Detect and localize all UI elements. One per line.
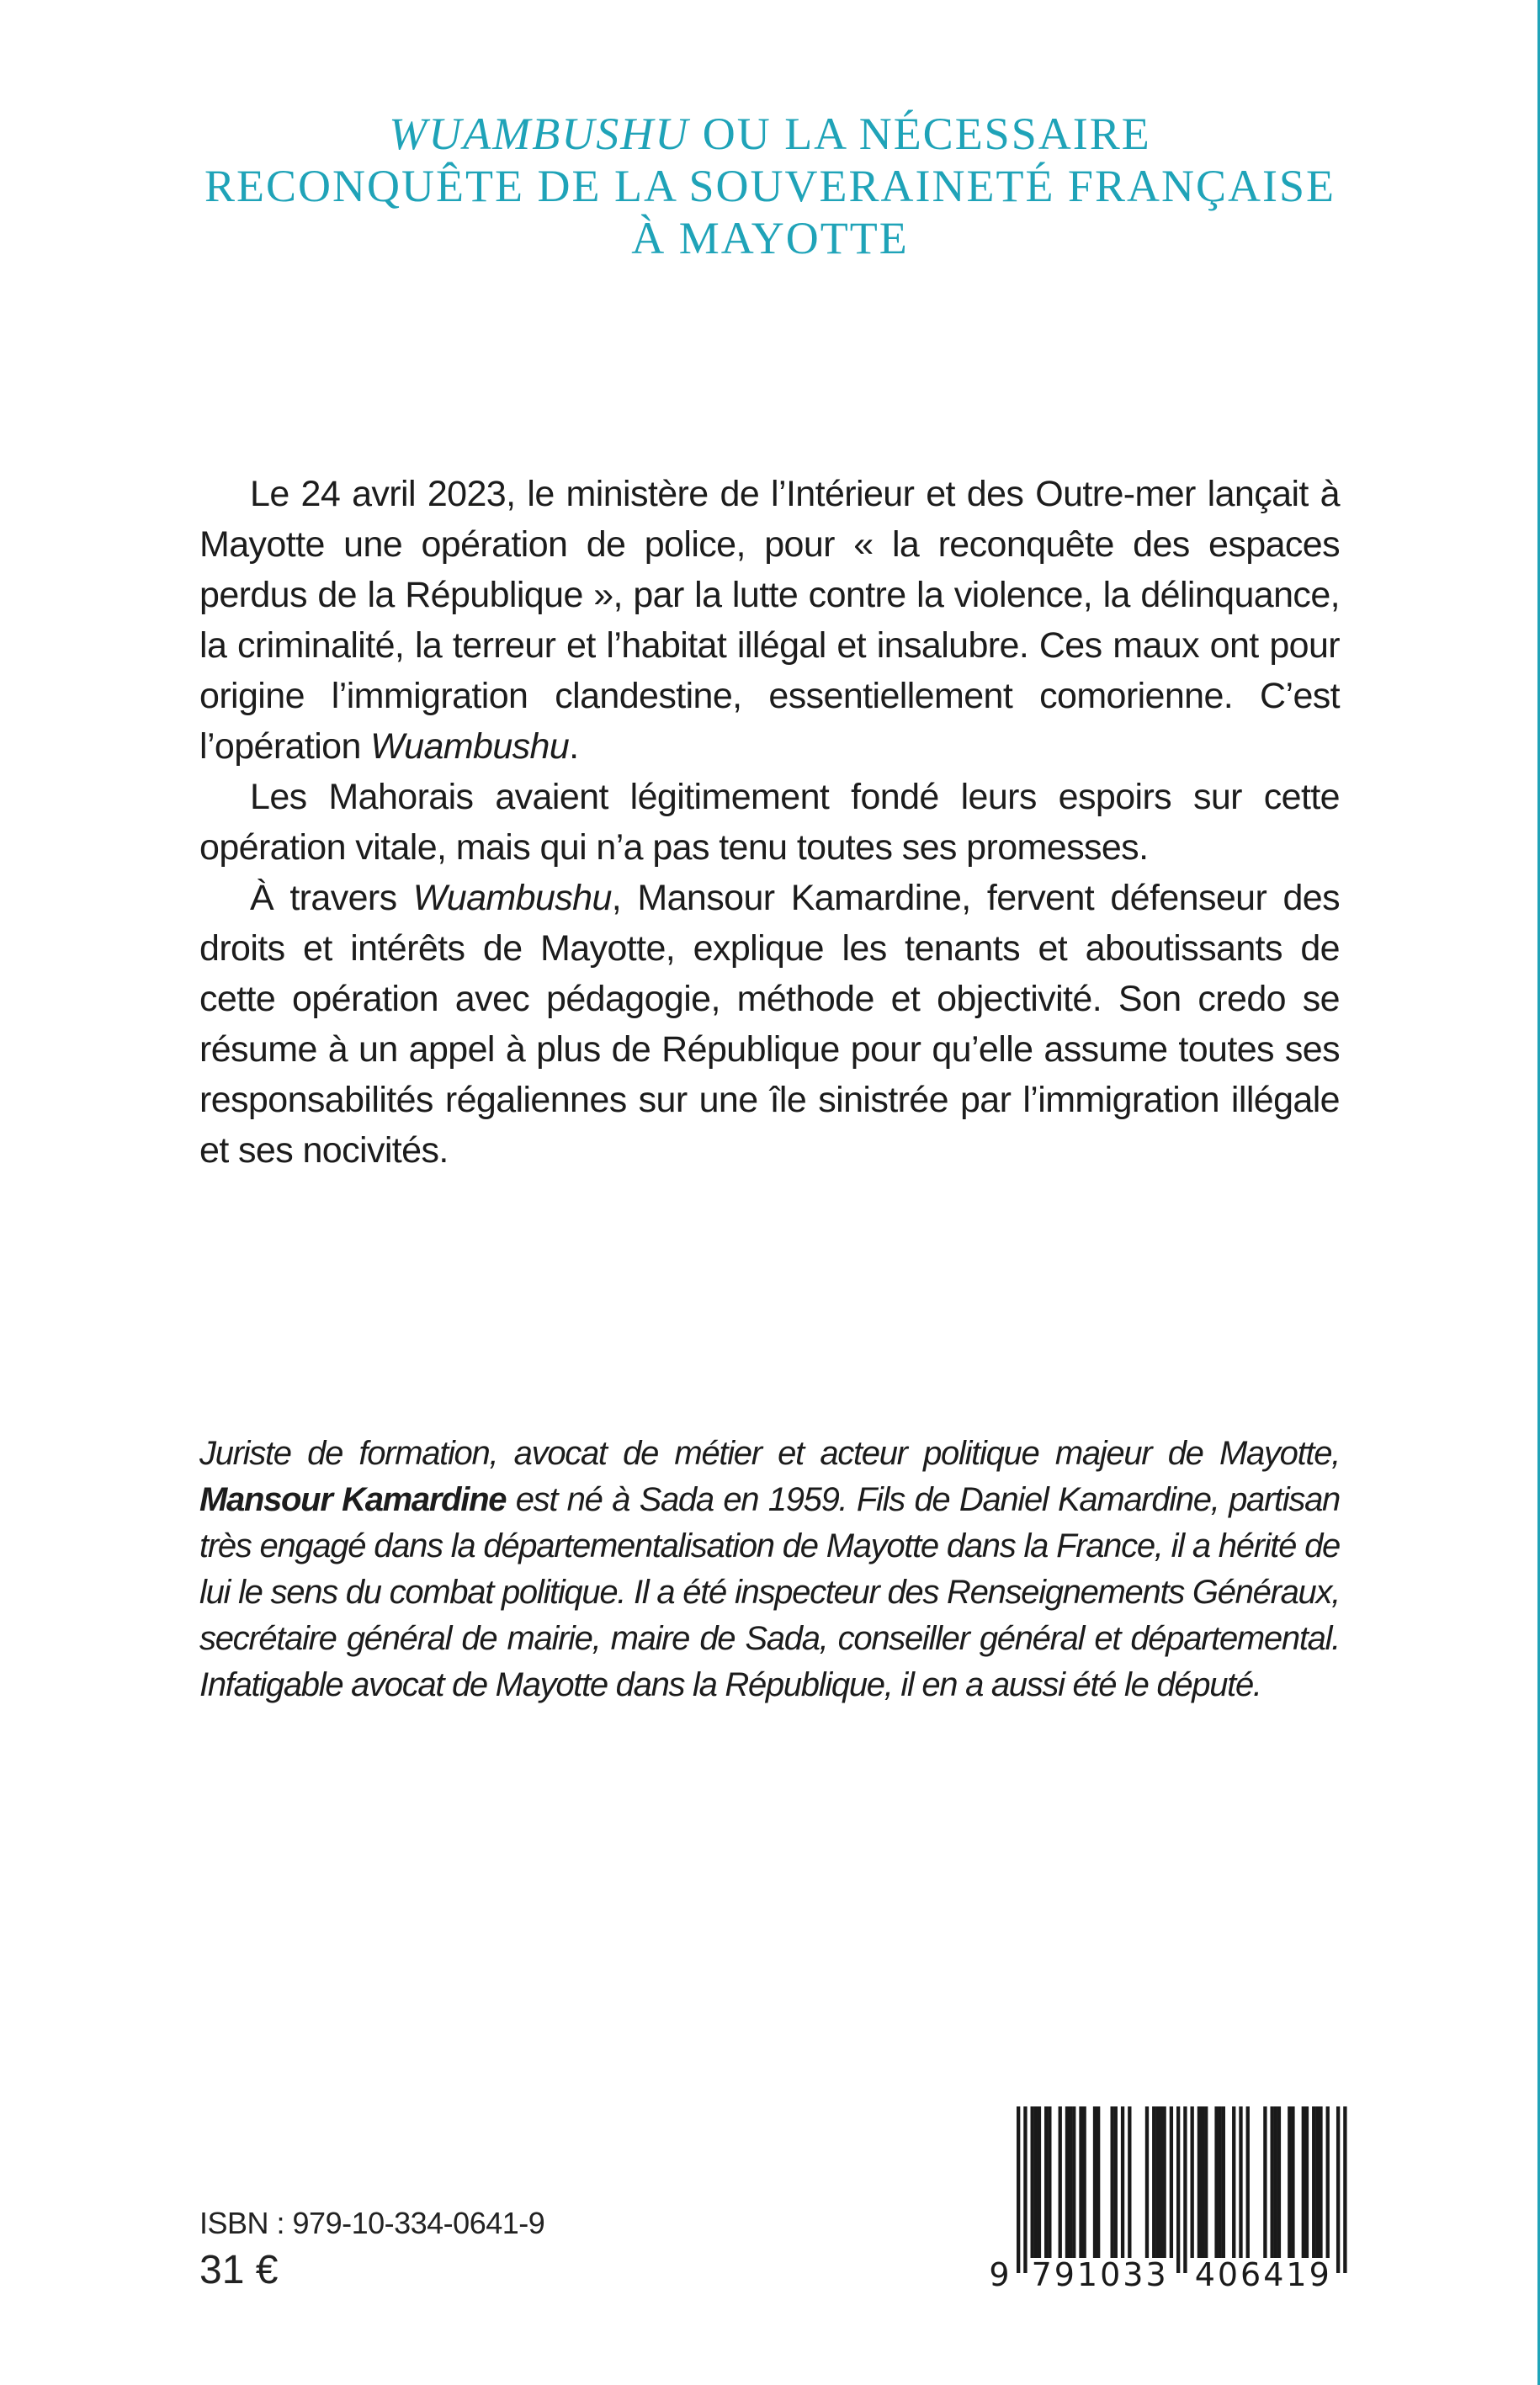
title-line-1 [0,108,1540,160]
price-label: 31 € [199,2248,279,2292]
bio-intro: Juriste de formation, avocat de métier et acteur politique majeur de Mayotte, [199,1435,1340,1472]
text-run: Le 24 avril 2023, le ministère de l’Intérieur et des Outre-mer lançait à Mayotte une opération de police, pour « la reconquête des espaces perdus de la République », par la lutte contre la violence, la délinquance, la criminalité, la terreur et l’habitat illégal et insalubre. Ces maux ont pour origine l’immigration clandestine, essentiellement comorienne. C’est l’opération [199,474,1340,767]
author-name: Mansour Kamardine [199,1481,507,1518]
text-run: Les Mahorais avaient légitimement fondé leurs espoirs sur cette opération vitale, mais qui n’a pas tenu toutes ses promesses. [199,777,1340,868]
summary-text [199,469,1340,1176]
italic-run: Wuambushu [370,726,570,767]
text-run: , Mansour Kamardine, fervent défenseur des droits et intérêts de Mayotte, explique les tenants et aboutissants de cette opération avec pédagogie, méthode et objectivité. Son credo se résume à un appel à plus de République pour qu’elle assume toutes ses responsabilités régaliennes sur une île sinistrée par l’immigration illégale et ses nocivités. [199,878,1340,1171]
barcode-graphic [985,2104,1355,2293]
isbn-label: ISBN : 979-10-334-0641-9 [199,2206,545,2240]
title-italic-word: WUAMBUSHU [389,109,690,159]
book-title [0,108,1540,264]
barcode-right-digits: 406419 [1194,2256,1332,2293]
ean13-barcode [985,2104,1355,2293]
summary-paragraph [199,772,1340,873]
barcode-first-digit: 9 [989,2256,1012,2293]
barcode-left-digits: 791033 [1031,2256,1169,2293]
summary-paragraph [199,469,1340,772]
author-bio-paragraph [199,1431,1340,1708]
italic-run: Wuambushu [412,878,612,918]
text-run: . [569,726,579,767]
author-bio [199,1431,1340,1708]
text-run: À travers [250,878,413,918]
title-line-2: RECONQUÊTE DE LA SOUVERAINETÉ FRANÇAISE [204,161,1336,211]
title-line-3: À MAYOTTE [631,213,909,263]
bio-rest: est né à Sada en 1959. Fils de Daniel Kamardine, partisan très engagé dans la départementalisation de Mayotte dans la France, il a hérité de lui le sens du combat politique. Il a été inspecteur des Renseignements Généraux, secrétaire général de mairie, maire de Sada, conseiller général et départemental. Infatigable avocat de Mayotte dans la République, il en a aussi été le député. [199,1481,1340,1703]
title-line-1-rest: OU LA NÉCESSAIRE [689,109,1151,159]
summary-paragraph [199,873,1340,1176]
